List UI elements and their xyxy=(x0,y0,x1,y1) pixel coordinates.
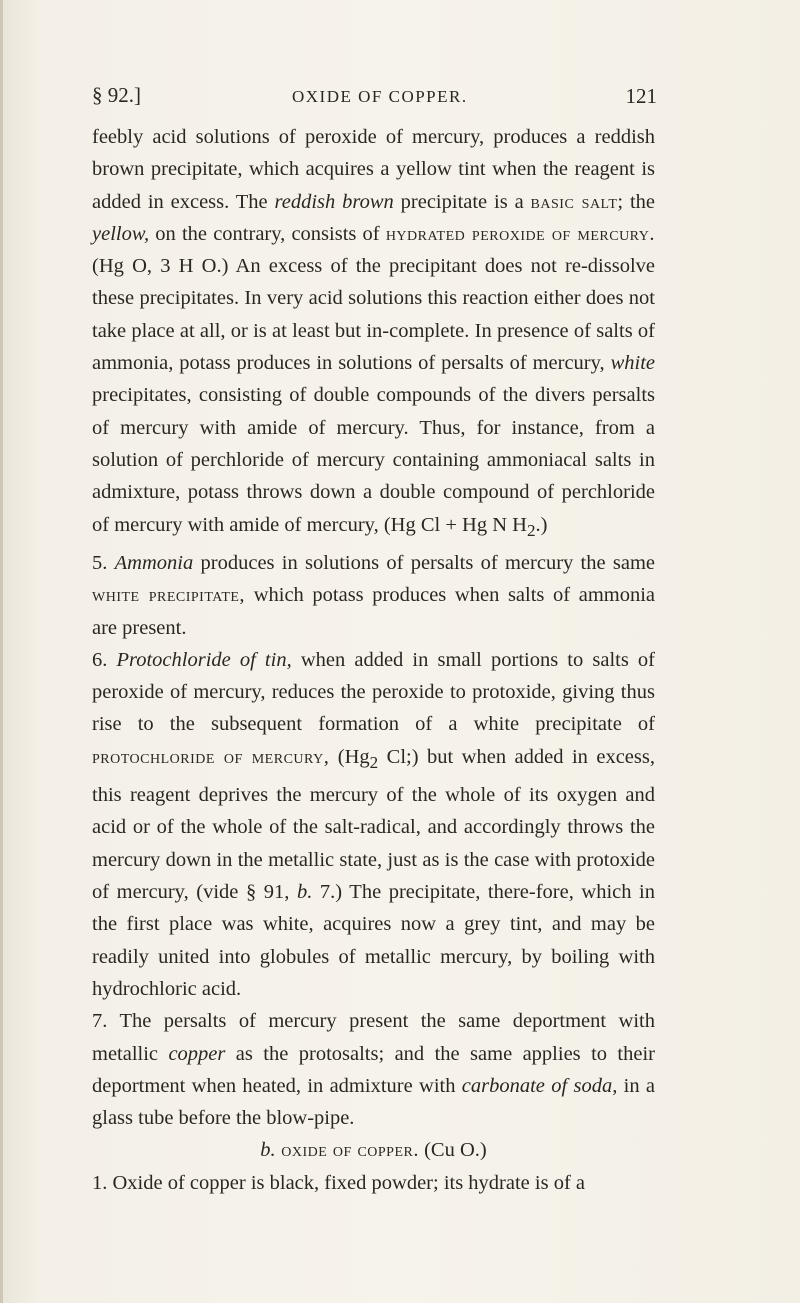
section-heading-oxide-of-copper: b. oxide of copper. (Cu O.) xyxy=(260,1139,487,1162)
page-edge xyxy=(0,0,3,1303)
running-title: OXIDE OF COPPER. xyxy=(292,87,468,106)
paragraph-ammonia: 5. Ammonia produces in solutions of persalts of mercury the same white precipitate, which potass produces when salts of ammonia are present. xyxy=(92,551,655,639)
paragraph-protochloride-of-tin: 6. Protochloride of tin, when added in small portions to salts of peroxide of mercury, reduces the peroxide to protoxide, giving thus rise to the subsequent formation of a white precipitate of protochloride of mercury, ($Hg_2$ Cl;) but when added in excess, this reagent deprives the mercury of the whole of its oxygen and acid or of the whole of the salt-radical, and accordingly throws the mercury down in the metallic state, just as is the case with protoxide of mercury, (vide § 91, b. 7.) The precipitate, there-fore, which in the first place was white, acquires now a grey tint, and may be readily united into globules of metallic mercury, by boiling with hydrochloric acid. xyxy=(92,648,656,1000)
section-marker: § 92.] xyxy=(92,83,141,107)
running-header xyxy=(92,83,657,113)
paragraph-copper-deportment: 7. The persalts of mercury present the same deportment with metallic copper as the protosalts; and the same applies to their deportment when heated, in admixture with carbonate of soda, in a glass tube before the blow-pipe. xyxy=(92,1010,656,1130)
body-text xyxy=(92,121,655,1199)
paragraph-mercury-continued: feebly acid solutions of peroxide of mercury, produces a reddish brown precipitate, which acquires a yellow tint when the reagent is added in excess. The reddish brown precipitate is a basic salt; the yellow, on the contrary, consists of hydrated peroxide of mercury. (Hg O, 3 H O.) An excess of the precipitant does not re-dissolve these precipitates. In very acid solutions this reaction either does not take place at all, or is at least but in-complete. In presence of salts of ammonia, potass produces in solutions of persalts of mercury, white precipitates, consisting of double compounds of the divers persalts of mercury with amide of mercury. Thus, for instance, from a solution of perchloride of mercury containing ammoniacal salts in admixture, potass throws down a double compound of perchloride of mercury with amide of mercury, (Hg Cl + Hg N $H_2$.) xyxy=(92,126,655,540)
page-number: 121 xyxy=(625,84,657,108)
paragraph-oxide-of-copper: 1. Oxide of copper is black, fixed powder; its hydrate is of a xyxy=(92,1171,586,1194)
